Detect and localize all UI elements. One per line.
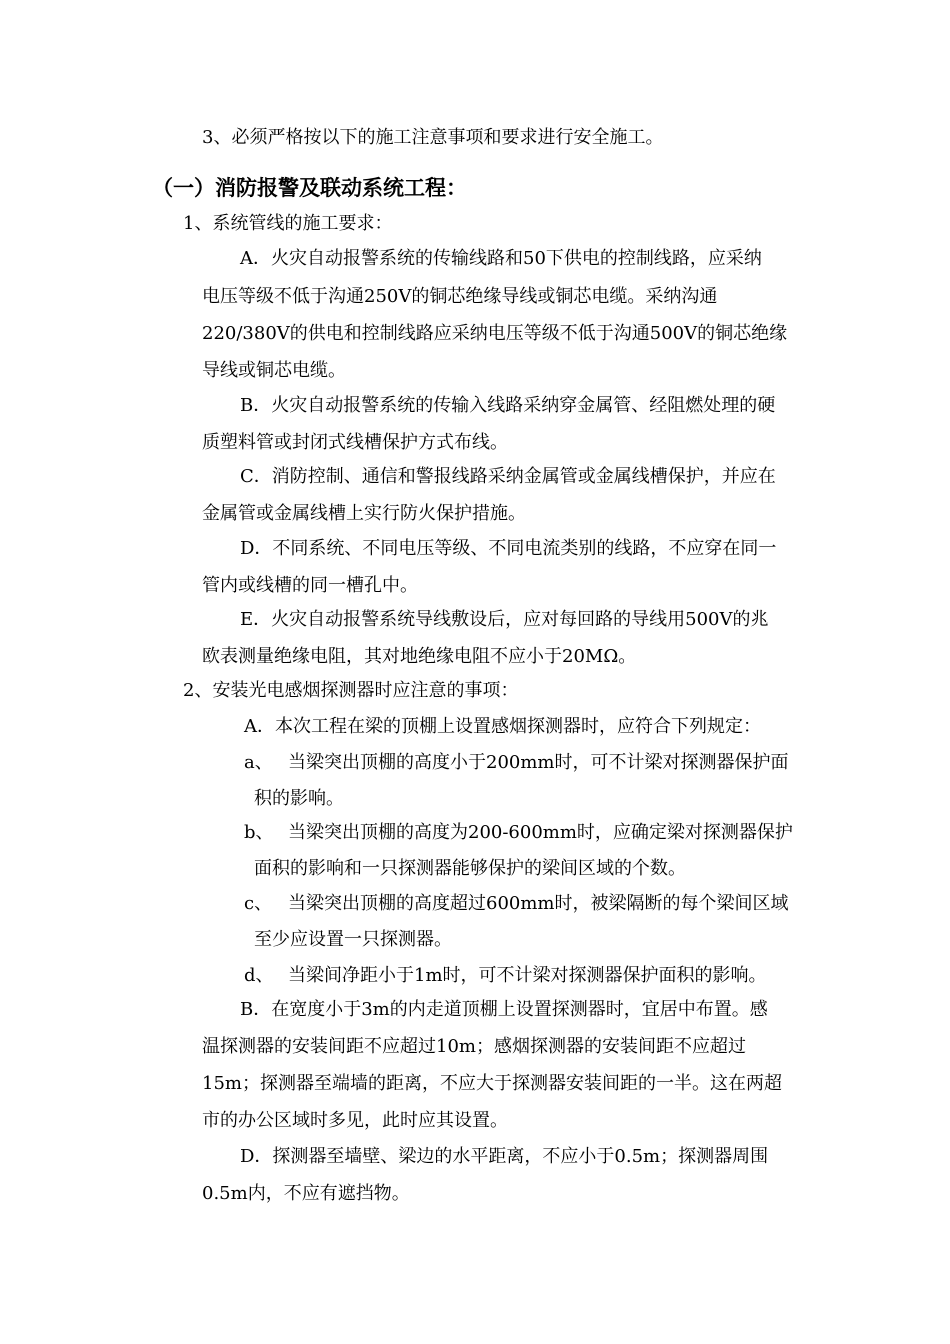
list-marker: c、 <box>244 893 273 914</box>
text-line: A．火灾自动报警系统的传输线路和50下供电的控制线路，应采纳 <box>240 248 762 269</box>
text-line: 至少应设置一只探测器。 <box>254 929 452 950</box>
text-line: E．火灾自动报警系统导线敷设后，应对每回路的导线用500V的兆 <box>240 609 769 630</box>
text-line: B．火灾自动报警系统的传输入线路采纳穿金属管、经阻燃处理的硬 <box>240 395 776 416</box>
list-marker: b、 <box>244 822 274 843</box>
text-line: 面积的影响和一只探测器能够保护的梁间区域的个数。 <box>254 858 686 879</box>
text-line: 温探测器的安装间距不应超过10m；感烟探测器的安装间距不应超过 <box>202 1036 746 1057</box>
text-line: 积的影响。 <box>254 788 344 809</box>
text-line: 电压等级不低于沟通250V的铜芯绝缘导线或铜芯电缆。采纳沟通 <box>202 286 718 307</box>
intro-line: 3、必须严格按以下的施工注意事项和要求进行安全施工。 <box>202 127 664 148</box>
text-line: 220/380V的供电和控制线路应采纳电压等级不低于沟通500V的铜芯绝缘 <box>202 323 788 344</box>
text-line: B．在宽度小于3m的内走道顶棚上设置探测器时，宜居中布置。感 <box>240 999 768 1020</box>
list-marker: a、 <box>244 752 273 773</box>
text-line: 质塑料管或封闭式线槽保护方式布线。 <box>202 432 508 453</box>
text-line: 导线或铜芯电缆。 <box>202 360 346 381</box>
text-line: 当梁突出顶棚的高度超过600mm时，被梁隔断的每个梁间区域 <box>288 893 789 914</box>
paragraph-2A: A．本次工程在梁的顶棚上设置感烟探测器时，应符合下列规定： <box>244 716 761 737</box>
text-line: 当梁突出顶棚的高度小于200mm时，可不计梁对探测器保护面 <box>288 752 789 773</box>
text-line: 市的办公区域时多见，此时应其设置。 <box>202 1110 508 1131</box>
text-line: D．不同系统、不同电压等级、不同电流类别的线路，不应穿在同一 <box>240 538 777 559</box>
text-line: 金属管或金属线槽上实行防火保护措施。 <box>202 503 526 524</box>
section-heading: （一）消防报警及联动系统工程： <box>152 176 467 200</box>
text-line: 当梁突出顶棚的高度为200-600mm时，应确定梁对探测器保护 <box>288 822 793 843</box>
list-marker: d、 <box>244 965 274 986</box>
text-line: 0.5m内，不应有遮挡物。 <box>202 1183 410 1204</box>
subsection-1-title: 1、系统管线的施工要求： <box>183 213 393 234</box>
subsection-2-title: 2、安装光电感烟探测器时应注意的事项： <box>183 680 519 701</box>
text-line: 当梁间净距小于1m时，可不计梁对探测器保护面积的影响。 <box>288 965 767 986</box>
text-line: C．消防控制、通信和警报线路采纳金属管或金属线槽保护，并应在 <box>240 466 776 487</box>
text-line: 15m；探测器至端墙的距离，不应大于探测器安装间距的一半。这在两超 <box>202 1073 782 1094</box>
text-line: 欧表测量绝缘电阻，其对地绝缘电阻不应小于20MΩ。 <box>202 646 637 667</box>
text-line: 管内或线槽的同一槽孔中。 <box>202 575 418 596</box>
text-line: D．探测器至墙壁、梁边的水平距离，不应小于0.5m；探测器周围 <box>240 1146 769 1167</box>
